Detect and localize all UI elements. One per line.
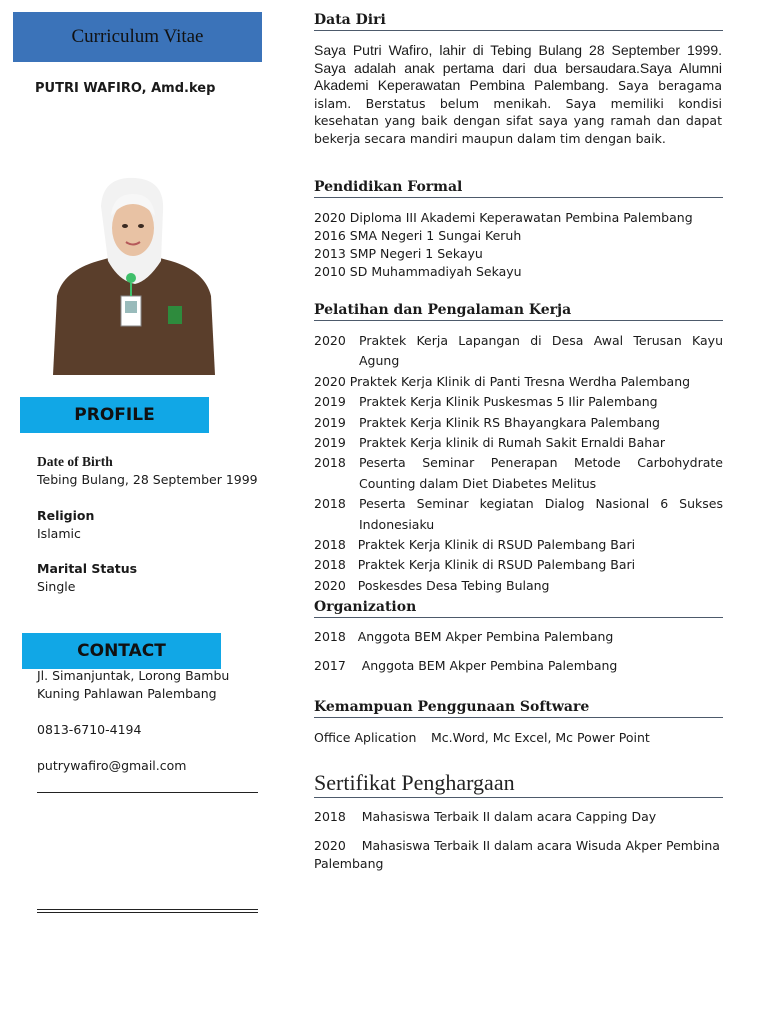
candidate-name: PUTRI WAFIRO, Amd.kep — [35, 81, 216, 96]
pelatihan-year: 2019 — [314, 394, 346, 410]
pelatihan-item — [314, 494, 723, 535]
divider-double-bottom — [37, 912, 258, 913]
pendidikan-item: 2016 SMA Negeri 1 Sungai Keruh — [314, 228, 522, 243]
pelatihan-item — [314, 413, 723, 433]
pelatihan-text: Praktek Kerja Klinik RS Bhayangkara Palembang — [359, 414, 660, 430]
cv-title: Curriculum Vitae — [13, 12, 262, 62]
religion-value: Islamic — [37, 526, 81, 541]
religion-label: Religion — [37, 508, 95, 523]
organization-item: 2018 Anggota BEM Akper Pembina Palembang — [314, 629, 614, 644]
pelatihan-item — [314, 392, 723, 412]
sertifikat-item: 2020 Mahasiswa Terbaik II dalam acara Wisuda Akper Pembina Palembang — [314, 838, 724, 871]
dob-value: Tebing Bulang, 28 September 1999 — [37, 472, 258, 487]
bio-paragraph — [314, 42, 722, 147]
pelatihan-year: 2019 — [314, 435, 346, 451]
divider-double-top — [37, 909, 258, 910]
pelatihan-item — [314, 331, 723, 372]
software-row — [314, 729, 723, 747]
pelatihan-year: 2018 — [314, 455, 346, 471]
pelatihan-heading: Pelatihan dan Pengalaman Kerja — [314, 302, 723, 321]
pelatihan-text: Praktek Kerja Lapangan di Desa Awal Terusan Kayu Agung — [359, 333, 723, 369]
dob-label: Date of Birth — [37, 454, 113, 469]
pelatihan-item: 2018 Praktek Kerja Klinik di RSUD Palembang Bari — [314, 537, 636, 553]
pelatihan-text: Praktek Kerja Klinik Puskesmas 5 Ilir Palembang — [359, 394, 658, 410]
pelatihan-year: 2018 — [314, 496, 346, 512]
email-address: putrywafiro@gmail.com — [37, 758, 187, 773]
pelatihan-text: Praktek Kerja klinik di Rumah Sakit Ernaldi Bahar — [359, 435, 666, 451]
pelatihan-item: 2020 Poskesdes Desa Tebing Bulang — [314, 577, 550, 593]
pelatihan-year: 2020 — [314, 333, 346, 348]
profile-heading: PROFILE — [20, 397, 209, 433]
marital-value: Single — [37, 579, 76, 594]
pendidikan-list — [314, 209, 723, 281]
software-value: Mc.Word, Mc Excel, Mc Power Point — [431, 730, 650, 745]
pendidikan-item: 2020 Diploma III Akademi Keperawatan Pembina Palembang — [314, 210, 693, 225]
organization-heading: Organization — [314, 599, 723, 618]
pelatihan-text: Peserta Seminar Penerapan Metode Carbohydrate Counting dalam Diet Diabetes Melitus — [359, 455, 723, 491]
divider-line — [37, 792, 258, 793]
pelatihan-text: Peserta Seminar kegiatan Dialog Nasional 6 Sukses Indonesiaku — [359, 496, 723, 532]
contact-heading: CONTACT — [22, 633, 221, 669]
marital-label: Marital Status — [37, 561, 138, 576]
organization-item: 2017 Anggota BEM Akper Pembina Palembang — [314, 658, 618, 673]
pelatihan-year: 2019 — [314, 414, 346, 430]
bio-part-2: . Saya beragama islam. Berstatus belum menikah. Saya memiliki kondisi kesehatan yang baik dengan sifat saya yang ramah dan dapat bekerja secara mandiri maupun dalam tim dengan baik. — [314, 78, 722, 146]
bio-part-1: Saya Putri Wafiro, lahir di Tebing Bulang 28 September 1999. Saya adalah anak pertama dari dua bersaudara.Saya Alumni Akademi Keperawatan Pembina Palembang — [314, 42, 722, 93]
pendidikan-heading: Pendidikan Formal — [314, 179, 723, 198]
pelatihan-item — [314, 453, 723, 494]
software-label: Office Aplication — [314, 730, 417, 745]
profile-photo-image — [53, 166, 215, 375]
sertifikat-heading: Sertifikat Penghargaan — [314, 770, 723, 798]
profile-photo — [53, 166, 215, 375]
pelatihan-item: 2020 Praktek Kerja Klinik di Panti Tresna Werdha Palembang — [314, 373, 691, 389]
pelatihan-item: 2018 Praktek Kerja Klinik di RSUD Palembang Bari — [314, 557, 636, 573]
pendidikan-item: 2013 SMP Negeri 1 Sekayu — [314, 246, 483, 261]
pelatihan-item — [314, 433, 723, 453]
address-line-2: Kuning Pahlawan Palembang — [37, 686, 217, 701]
phone-number: 0813-6710-4194 — [37, 722, 142, 737]
data-diri-heading: Data Diri — [314, 12, 723, 31]
pendidikan-item: 2010 SD Muhammadiyah Sekayu — [314, 264, 522, 279]
sertifikat-item: 2018 Mahasiswa Terbaik II dalam acara Capping Day — [314, 809, 657, 824]
pelatihan-list — [314, 331, 723, 596]
software-heading: Kemampuan Penggunaan Software — [314, 699, 723, 718]
address-line-1: Jl. Simanjuntak, Lorong Bambu — [37, 668, 230, 683]
